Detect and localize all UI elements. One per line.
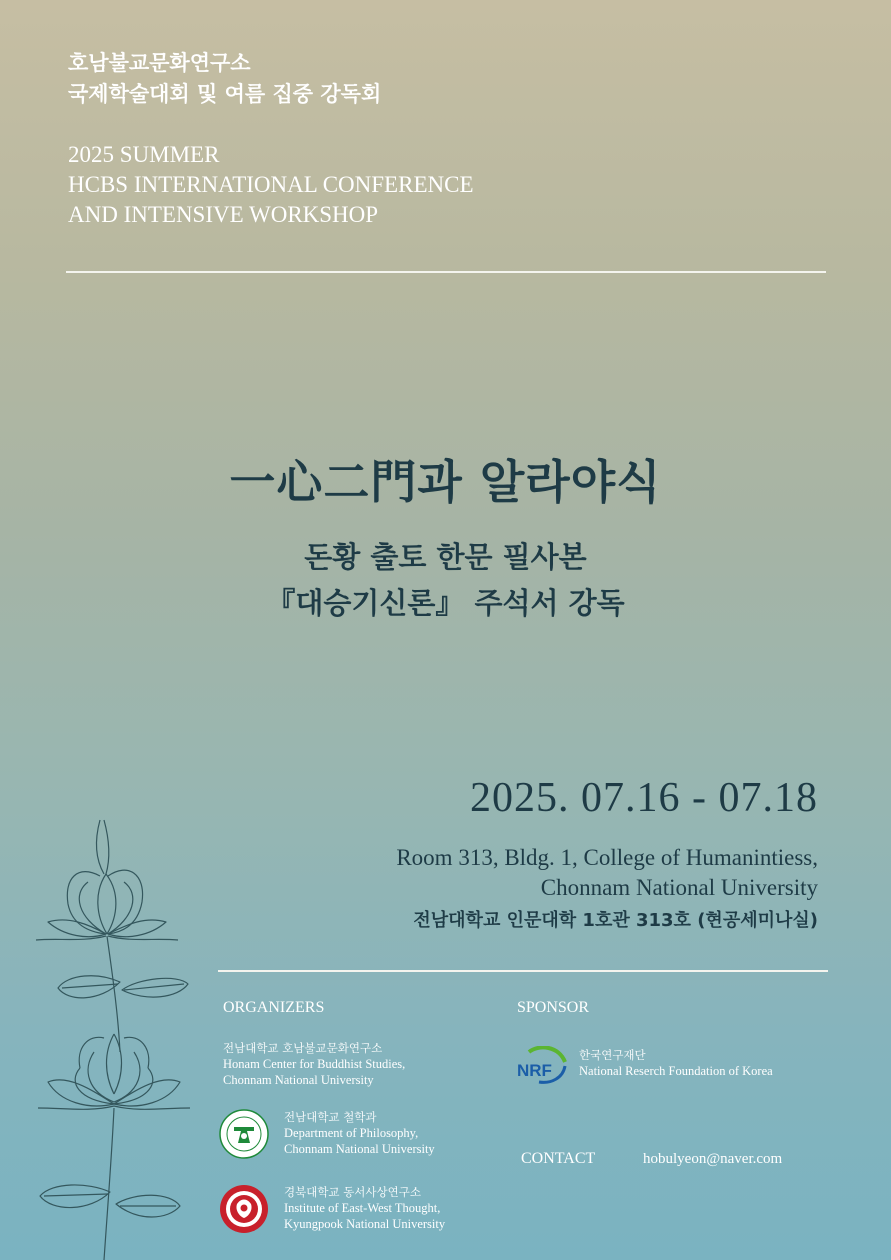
korean-header bbox=[68, 48, 381, 110]
organizer-kr: 전남대학교 철학과 bbox=[284, 1110, 377, 1124]
organizer-en2: Chonnam National University bbox=[223, 1073, 374, 1087]
sponsor-en: National Reserch Foundation of Korea bbox=[579, 1064, 773, 1078]
top-divider bbox=[66, 271, 826, 273]
english-header-line2: HCBS INTERNATIONAL CONFERENCE bbox=[68, 172, 474, 197]
english-header-line3: AND INTENSIVE WORKSHOP bbox=[68, 202, 379, 227]
organizer-kr: 전남대학교 호남불교문화연구소 bbox=[223, 1041, 383, 1055]
venue-korean: 전남대학교 인문대학 1호관 313호 (현공세미나실) bbox=[413, 910, 818, 931]
organizer-item-philosophy bbox=[284, 1109, 435, 1157]
subtitle-line1: 돈황 출토 한문 필사본 bbox=[304, 540, 587, 574]
organizer-en1: Institute of East-West Thought, bbox=[284, 1201, 441, 1215]
lotus-illustration-icon bbox=[28, 812, 218, 1260]
event-date: 2025. 07.16 - 07.18 bbox=[470, 775, 818, 821]
organizer-kr: 경북대학교 동서사상연구소 bbox=[284, 1185, 421, 1199]
subtitle bbox=[0, 534, 891, 626]
subtitle-line2: 『대승기신론』 주석서 강독 bbox=[266, 586, 625, 620]
venue-line1: Room 313, Bldg. 1, College of Humanintiess, bbox=[396, 845, 818, 870]
contact-label: CONTACT bbox=[521, 1150, 596, 1167]
contact-email-link[interactable]: hobulyeon@naver.com bbox=[643, 1151, 783, 1167]
organizer-en2: Chonnam National University bbox=[284, 1142, 435, 1156]
chonnam-university-seal-icon bbox=[219, 1109, 269, 1159]
sponsor-label: SPONSOR bbox=[517, 999, 590, 1016]
venue-block bbox=[396, 843, 818, 936]
korean-header-line1: 호남불교문화연구소 bbox=[68, 51, 251, 75]
organizers-label: ORGANIZERS bbox=[223, 999, 325, 1016]
organizer-en1: Department of Philosophy, bbox=[284, 1126, 419, 1140]
bottom-divider bbox=[218, 970, 828, 972]
organizer-en2: Kyungpook National University bbox=[284, 1217, 446, 1231]
main-title: 一心二門과 알라야식 bbox=[229, 455, 662, 509]
sponsor-kr: 한국연구재단 bbox=[579, 1048, 646, 1062]
nrf-logo-text: NRF bbox=[517, 1061, 552, 1080]
sponsor-item-nrf bbox=[579, 1047, 773, 1079]
english-header bbox=[68, 140, 474, 230]
organizer-item-east-west-institute bbox=[284, 1184, 445, 1232]
organizer-item-honam-center bbox=[223, 1040, 405, 1088]
english-header-line1: 2025 SUMMER bbox=[68, 142, 220, 167]
organizer-en1: Honam Center for Buddhist Studies, bbox=[223, 1057, 406, 1071]
korean-header-line2: 국제학술대회 및 여름 집중 강독회 bbox=[68, 82, 382, 106]
nrf-logo-icon bbox=[515, 1046, 567, 1084]
kyungpook-university-seal-icon bbox=[219, 1184, 269, 1234]
venue-line2: Chonnam National University bbox=[540, 875, 818, 900]
